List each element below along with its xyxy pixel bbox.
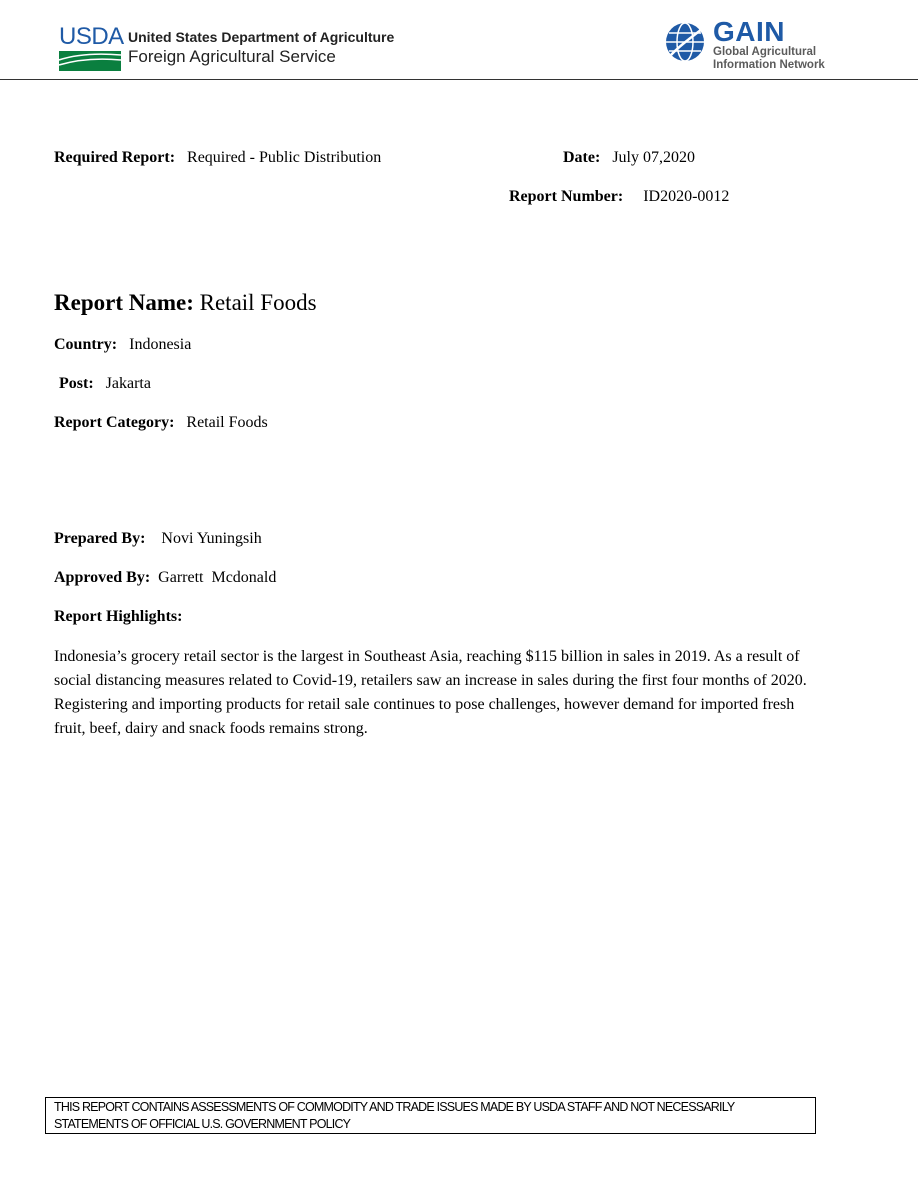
country-value: Indonesia xyxy=(129,336,192,353)
date-field xyxy=(563,148,695,168)
required-report-field xyxy=(54,148,381,168)
post-label: Post: xyxy=(59,375,94,392)
approved-by-field xyxy=(54,568,276,588)
page-header xyxy=(0,0,918,82)
approved-by-label: Approved By: xyxy=(54,569,151,586)
report-name-label: Report Name: xyxy=(54,290,194,315)
usda-logo xyxy=(59,23,124,71)
required-report-value: Required - Public Distribution xyxy=(187,149,382,166)
report-highlights-label: Report Highlights: xyxy=(54,608,183,625)
prepared-by-field xyxy=(54,529,262,549)
report-number-value: ID2020-0012 xyxy=(643,188,730,205)
report-highlights-heading xyxy=(54,607,182,627)
country-field xyxy=(54,335,191,355)
report-name-heading xyxy=(54,289,317,317)
report-category-label: Report Category: xyxy=(54,414,175,431)
report-name-value: Retail Foods xyxy=(199,290,317,315)
usda-logo-word: USDA xyxy=(59,23,124,50)
report-number-field xyxy=(509,187,729,207)
report-category-value: Retail Foods xyxy=(186,414,268,431)
required-report-label: Required Report: xyxy=(54,149,176,166)
post-field xyxy=(59,374,151,394)
country-label: Country: xyxy=(54,336,118,353)
date-label: Date: xyxy=(563,149,601,166)
prepared-by-label: Prepared By: xyxy=(54,530,146,547)
report-category-field xyxy=(54,413,268,433)
usda-field-icon xyxy=(59,51,121,71)
report-highlights-text: Indonesia’s grocery retail sector is the largest in Southeast Asia, reaching $115 billion in sales in 2019. As a result of social distancing measures related to Covid-19, retailers saw an increase in sales during the first four months of 2020. Registering and importing products for retail sale continues to pose challenges, however demand for imported fresh fruit, beef, dairy and snack foods remains strong. xyxy=(54,648,807,737)
gain-subtitle-line2: Information Network xyxy=(713,59,825,71)
disclaimer-box: THIS REPORT CONTAINS ASSESSMENTS OF COMMODITY AND TRADE ISSUES MADE BY USDA STAFF AND NOT NECESSARILY STATEMENTS OF OFFICIAL U.S. GOVERNMENT POLICY xyxy=(45,1097,816,1134)
agency-name: Foreign Agricultural Service xyxy=(128,47,336,66)
gain-subtitle-line1: Global Agricultural xyxy=(713,46,817,58)
post-value: Jakarta xyxy=(105,375,151,392)
agency-block xyxy=(128,29,394,68)
gain-logo-word: GAIN xyxy=(713,16,785,47)
department-name: United States Department of Agriculture xyxy=(128,29,395,45)
prepared-by-value: Novi Yuningsih xyxy=(161,530,262,547)
gain-logo xyxy=(713,18,825,72)
globe-icon xyxy=(664,21,706,63)
header-divider xyxy=(0,79,918,80)
approved-by-value: Garrett Mcdonald xyxy=(158,569,277,586)
report-number-label: Report Number: xyxy=(509,188,624,205)
date-value: July 07,2020 xyxy=(612,149,695,166)
